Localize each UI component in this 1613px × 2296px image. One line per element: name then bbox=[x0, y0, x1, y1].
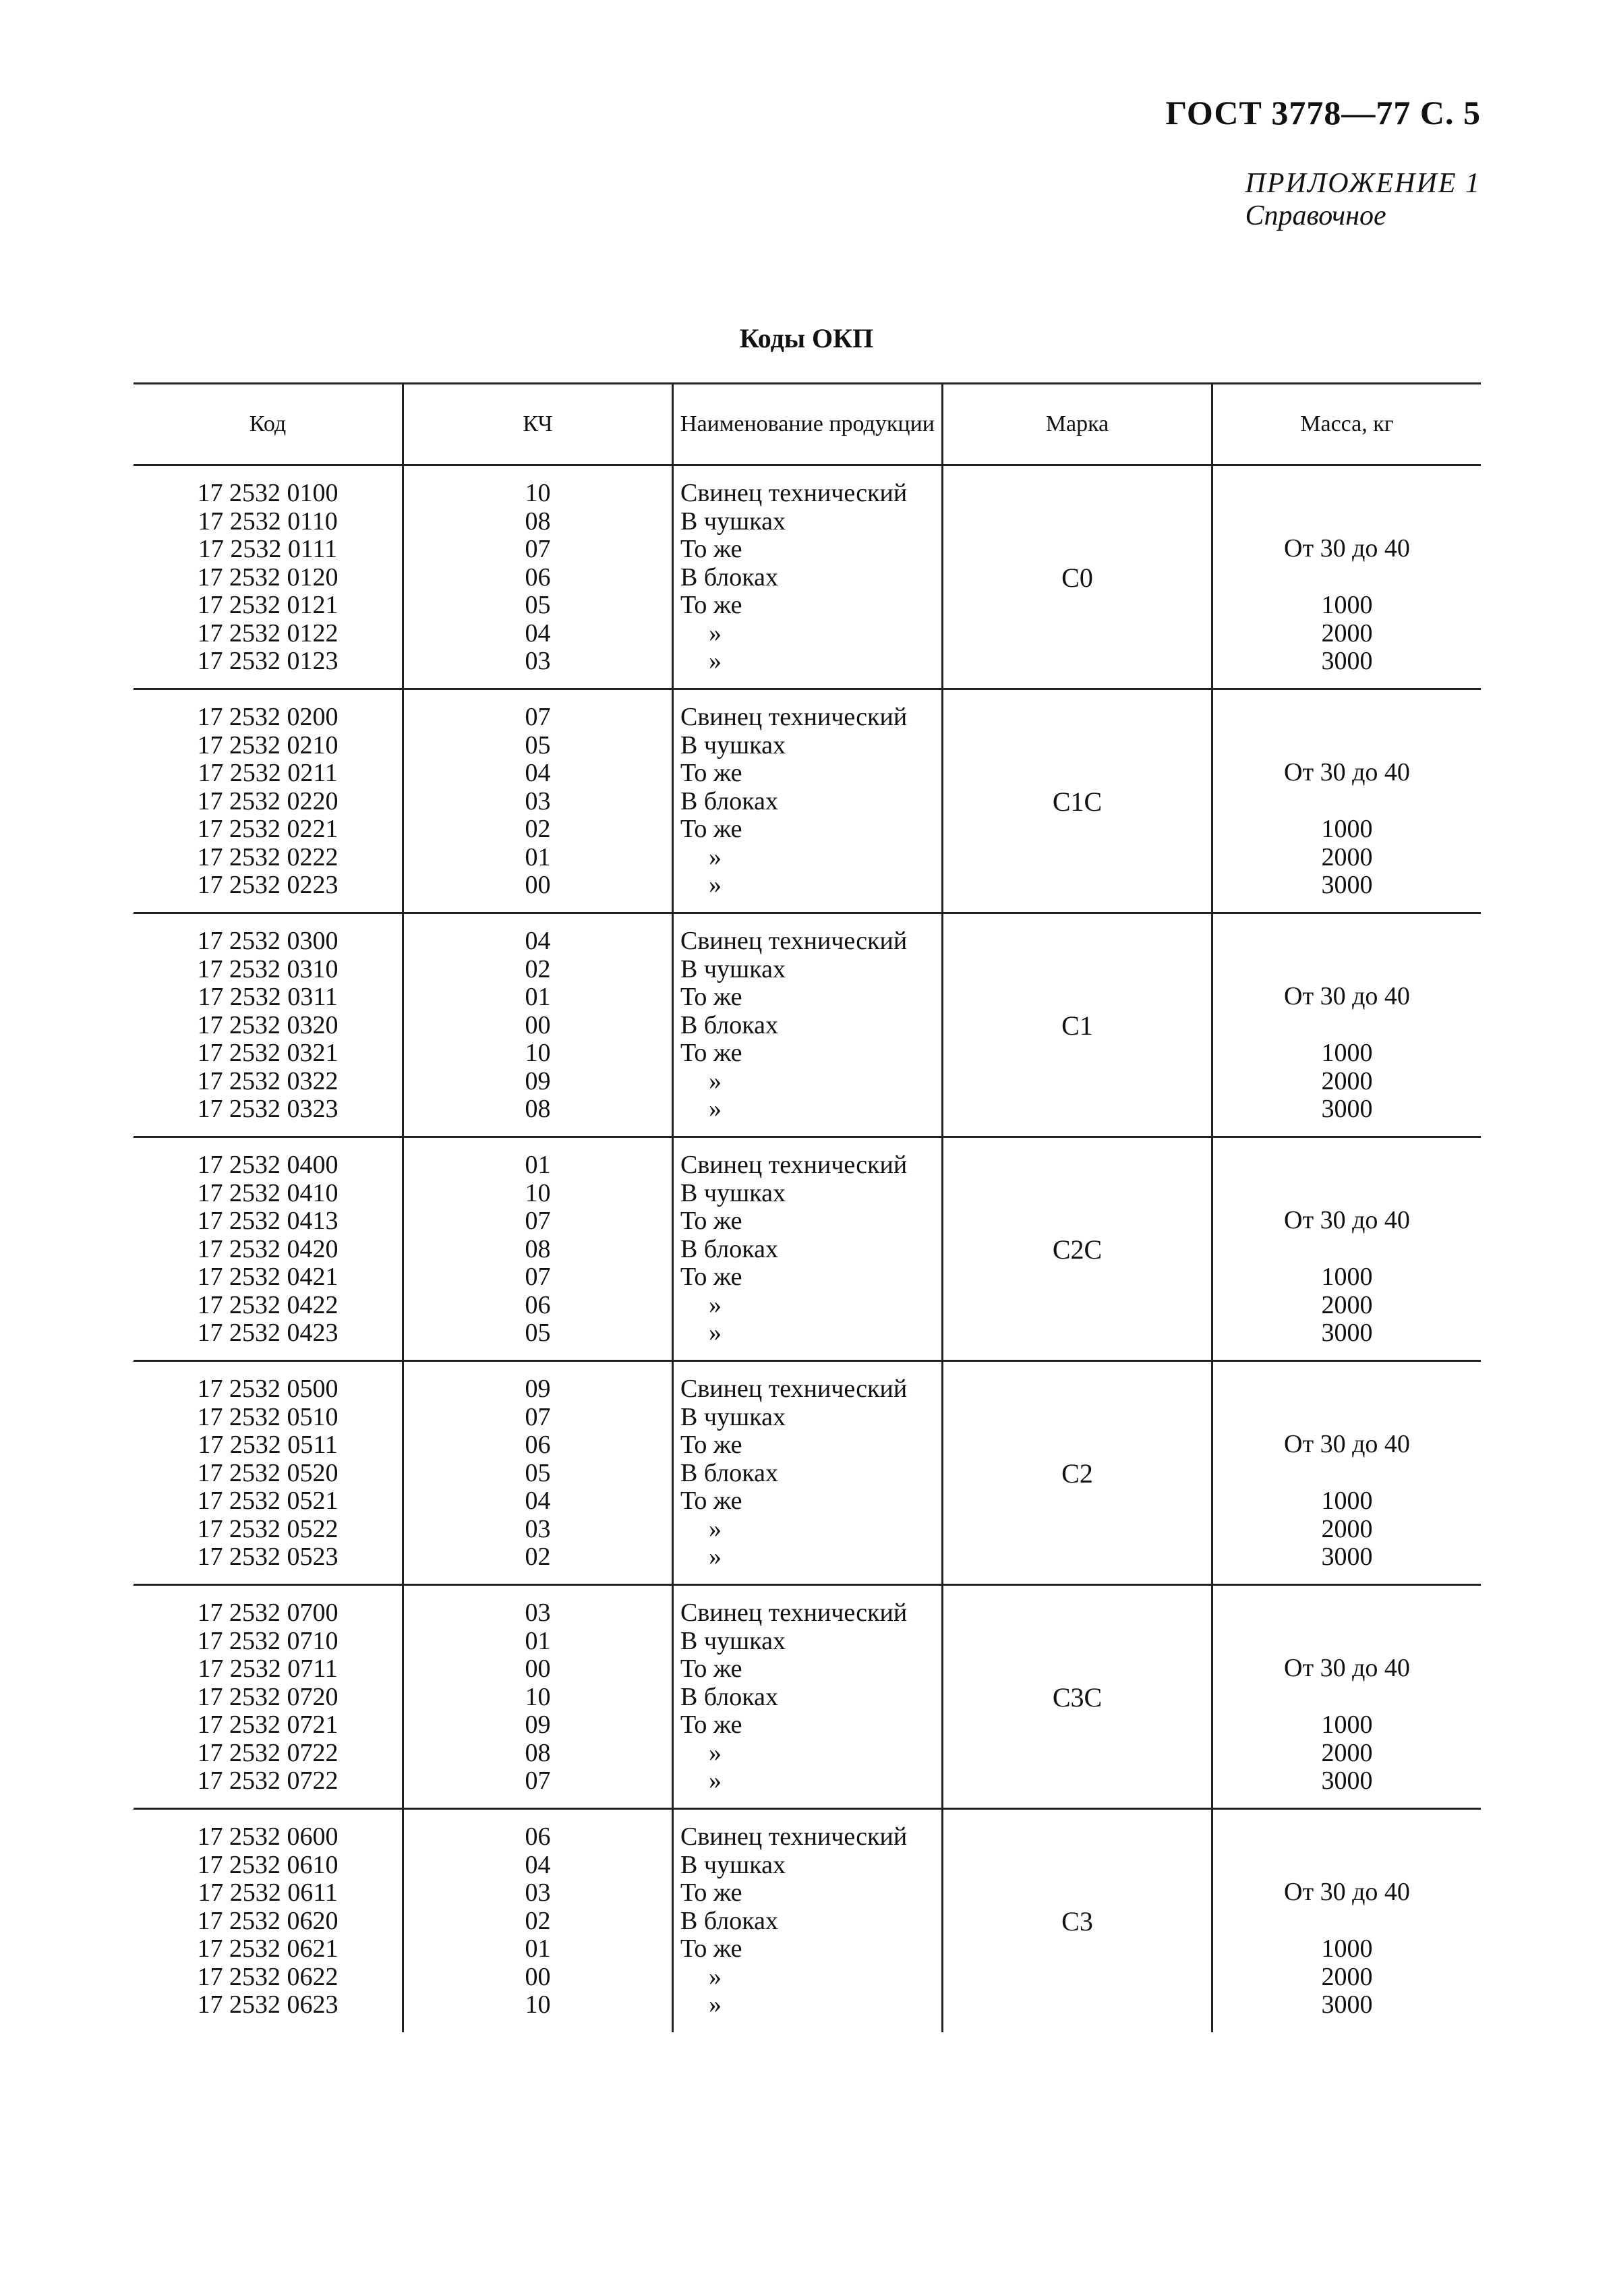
product-name: Свинец технический bbox=[680, 927, 908, 955]
lead-grade: С3 bbox=[1061, 1906, 1093, 1936]
mass-range: От 30 до 40 bbox=[1284, 1878, 1410, 1906]
mass-cell bbox=[1211, 914, 1481, 1136]
product-name: В чушках bbox=[680, 954, 786, 983]
kch-value: 05 bbox=[525, 1458, 551, 1487]
kch-value: 00 bbox=[525, 1655, 551, 1683]
product-name: В чушках bbox=[680, 507, 786, 536]
product-name-cell bbox=[672, 1138, 941, 1360]
okp-code: 17 2532 0510 bbox=[197, 1402, 339, 1431]
lead-grade: С1С bbox=[1052, 786, 1103, 817]
product-name: » bbox=[709, 1962, 722, 1991]
mass-value: 2000 bbox=[1321, 1290, 1373, 1319]
grade-cell bbox=[941, 914, 1211, 1136]
table-title: Коды ОКП bbox=[739, 323, 874, 353]
kch-value: 01 bbox=[525, 842, 551, 871]
product-name: То же bbox=[680, 1039, 742, 1067]
grade-cell bbox=[941, 690, 1211, 912]
okp-code: 17 2532 0120 bbox=[197, 563, 339, 592]
kch-value: 07 bbox=[525, 1263, 551, 1291]
product-name: То же bbox=[680, 535, 742, 563]
kch-cell bbox=[402, 1362, 672, 1584]
product-name: В блоках bbox=[680, 1010, 778, 1039]
kch-value: 10 bbox=[525, 1990, 551, 2019]
kch-value: 05 bbox=[525, 730, 551, 759]
kch-value: 01 bbox=[525, 1626, 551, 1655]
okp-code: 17 2532 0511 bbox=[198, 1431, 338, 1459]
kch-value: 08 bbox=[525, 507, 551, 536]
mass-cell bbox=[1211, 1362, 1481, 1584]
mass-cell bbox=[1211, 1810, 1481, 2032]
mass-value: 3000 bbox=[1321, 1543, 1373, 1571]
code-cell bbox=[134, 1138, 402, 1360]
kch-value: 09 bbox=[525, 1711, 551, 1739]
kch-value: 01 bbox=[525, 983, 551, 1011]
kch-value: 00 bbox=[525, 871, 551, 899]
product-name: » bbox=[709, 1990, 722, 2019]
kch-value: 07 bbox=[525, 535, 551, 563]
mass-cell bbox=[1211, 466, 1481, 688]
mass-range: От 30 до 40 bbox=[1284, 1430, 1410, 1458]
product-name-cell bbox=[672, 914, 941, 1136]
grade-cell bbox=[941, 466, 1211, 688]
kch-cell bbox=[402, 1810, 672, 2032]
document-reference: ГОСТ 3778—77 С. 5 bbox=[1165, 94, 1481, 132]
okp-code: 17 2532 0710 bbox=[197, 1626, 339, 1655]
product-name: Свинец технический bbox=[680, 479, 908, 507]
mass-value: 3000 bbox=[1321, 647, 1373, 675]
kch-cell bbox=[402, 1138, 672, 1360]
product-name: Свинец технический bbox=[680, 1375, 908, 1403]
okp-code: 17 2532 0421 bbox=[197, 1263, 339, 1291]
okp-code: 17 2532 0720 bbox=[197, 1682, 339, 1711]
product-name: В чушках bbox=[680, 1850, 786, 1879]
okp-code: 17 2532 0311 bbox=[198, 983, 338, 1011]
grade-cell bbox=[941, 1362, 1211, 1584]
product-name: То же bbox=[680, 1207, 742, 1235]
okp-code: 17 2532 0210 bbox=[197, 730, 339, 759]
table-row-group bbox=[134, 1586, 1481, 1810]
product-name-cell bbox=[672, 1810, 941, 2032]
kch-value: 03 bbox=[525, 786, 551, 815]
kch-value: 03 bbox=[525, 1514, 551, 1543]
okp-code: 17 2532 0722 bbox=[197, 1738, 339, 1767]
okp-code: 17 2532 0520 bbox=[197, 1458, 339, 1487]
column-header-product-name: Наименование продукции bbox=[672, 384, 941, 464]
okp-code: 17 2532 0611 bbox=[198, 1878, 338, 1907]
kch-value: 02 bbox=[525, 1543, 551, 1571]
kch-cell bbox=[402, 690, 672, 912]
grade-cell bbox=[941, 1810, 1211, 2032]
product-name: Свинец технический bbox=[680, 1823, 908, 1851]
kch-value: 02 bbox=[525, 815, 551, 843]
product-name: То же bbox=[680, 1431, 742, 1459]
code-cell bbox=[134, 1362, 402, 1584]
okp-code: 17 2532 0422 bbox=[197, 1290, 339, 1319]
mass-cell bbox=[1211, 1138, 1481, 1360]
kch-value: 03 bbox=[525, 1878, 551, 1907]
table-row-group bbox=[134, 1138, 1481, 1362]
kch-value: 08 bbox=[525, 1095, 551, 1123]
kch-value: 03 bbox=[525, 647, 551, 675]
grade-cell bbox=[941, 1138, 1211, 1360]
code-cell bbox=[134, 1586, 402, 1808]
okp-code: 17 2532 0121 bbox=[197, 591, 339, 619]
okp-code: 17 2532 0323 bbox=[197, 1095, 339, 1123]
kch-value: 10 bbox=[525, 1039, 551, 1067]
code-cell bbox=[134, 466, 402, 688]
mass-value: 3000 bbox=[1321, 1990, 1373, 2019]
table-row-group bbox=[134, 914, 1481, 1138]
mass-value: 1000 bbox=[1321, 815, 1373, 843]
product-name: Свинец технический bbox=[680, 1151, 908, 1179]
mass-value: 2000 bbox=[1321, 1066, 1373, 1095]
mass-value: 1000 bbox=[1321, 591, 1373, 619]
product-name: » bbox=[709, 1543, 722, 1571]
okp-code: 17 2532 0623 bbox=[197, 1990, 339, 2019]
okp-code: 17 2532 0400 bbox=[197, 1151, 339, 1179]
okp-code: 17 2532 0300 bbox=[197, 927, 339, 955]
mass-range: От 30 до 40 bbox=[1284, 534, 1410, 563]
code-cell bbox=[134, 1810, 402, 2032]
kch-value: 03 bbox=[525, 1599, 551, 1627]
code-cell bbox=[134, 690, 402, 912]
kch-value: 10 bbox=[525, 479, 551, 507]
product-name: То же bbox=[680, 983, 742, 1011]
okp-code: 17 2532 0310 bbox=[197, 954, 339, 983]
mass-value: 1000 bbox=[1321, 1263, 1373, 1291]
okp-code: 17 2532 0110 bbox=[198, 507, 338, 536]
okp-code: 17 2532 0222 bbox=[197, 842, 339, 871]
lead-grade: С1 bbox=[1061, 1010, 1093, 1041]
kch-value: 09 bbox=[525, 1375, 551, 1403]
product-name: То же bbox=[680, 591, 742, 619]
appendix-subtitle: Справочное bbox=[1245, 200, 1386, 231]
table-row-group bbox=[134, 1810, 1481, 2032]
product-name-cell bbox=[672, 690, 941, 912]
mass-value: 2000 bbox=[1321, 1514, 1373, 1543]
okp-code: 17 2532 0523 bbox=[197, 1543, 339, 1571]
product-name: » bbox=[709, 647, 722, 675]
kch-value: 05 bbox=[525, 591, 551, 619]
product-name: » bbox=[709, 1319, 722, 1347]
okp-code: 17 2532 0223 bbox=[197, 871, 339, 899]
product-name-cell bbox=[672, 1362, 941, 1584]
column-header-grade: Марка bbox=[941, 384, 1211, 464]
okp-code: 17 2532 0522 bbox=[197, 1514, 339, 1543]
kch-value: 08 bbox=[525, 1234, 551, 1263]
kch-value: 06 bbox=[525, 1290, 551, 1319]
okp-code: 17 2532 0621 bbox=[197, 1934, 339, 1963]
product-name: То же bbox=[680, 1487, 742, 1515]
kch-value: 01 bbox=[525, 1934, 551, 1963]
product-name-cell bbox=[672, 1586, 941, 1808]
kch-value: 04 bbox=[525, 759, 551, 787]
mass-value: 3000 bbox=[1321, 1319, 1373, 1347]
product-name: В блоках bbox=[680, 1906, 778, 1935]
mass-value: 1000 bbox=[1321, 1934, 1373, 1963]
product-name-cell bbox=[672, 466, 941, 688]
product-name: Свинец технический bbox=[680, 703, 908, 731]
kch-value: 10 bbox=[525, 1682, 551, 1711]
kch-value: 07 bbox=[525, 703, 551, 731]
kch-value: 01 bbox=[525, 1151, 551, 1179]
okp-code: 17 2532 0600 bbox=[197, 1823, 339, 1851]
product-name: » bbox=[709, 1767, 722, 1795]
okp-code: 17 2532 0221 bbox=[197, 815, 339, 843]
mass-value: 1000 bbox=[1321, 1039, 1373, 1067]
product-name: » bbox=[709, 1290, 722, 1319]
mass-cell bbox=[1211, 1586, 1481, 1808]
product-name: В блоках bbox=[680, 1234, 778, 1263]
okp-codes-table bbox=[134, 382, 1481, 2032]
kch-value: 08 bbox=[525, 1738, 551, 1767]
okp-code: 17 2532 0521 bbox=[197, 1487, 339, 1515]
kch-value: 07 bbox=[525, 1767, 551, 1795]
product-name: » bbox=[709, 842, 722, 871]
okp-code: 17 2532 0721 bbox=[197, 1711, 339, 1739]
mass-value: 2000 bbox=[1321, 1962, 1373, 1991]
kch-value: 04 bbox=[525, 619, 551, 648]
product-name: В чушках bbox=[680, 1178, 786, 1207]
product-name: В блоках bbox=[680, 1458, 778, 1487]
okp-code: 17 2532 0711 bbox=[198, 1655, 338, 1683]
kch-value: 06 bbox=[525, 1431, 551, 1459]
kch-value: 06 bbox=[525, 563, 551, 592]
mass-value: 3000 bbox=[1321, 1095, 1373, 1123]
column-header-code: Код bbox=[249, 411, 287, 436]
product-name: То же bbox=[680, 759, 742, 787]
product-name: » bbox=[709, 619, 722, 648]
okp-code: 17 2532 0100 bbox=[197, 479, 339, 507]
product-name: В чушках bbox=[680, 730, 786, 759]
product-name: В чушках bbox=[680, 1402, 786, 1431]
product-name: Свинец технический bbox=[680, 1599, 908, 1627]
okp-code: 17 2532 0420 bbox=[197, 1234, 339, 1263]
kch-value: 00 bbox=[525, 1010, 551, 1039]
product-name: То же bbox=[680, 1878, 742, 1907]
okp-code: 17 2532 0322 bbox=[197, 1066, 339, 1095]
okp-code: 17 2532 0200 bbox=[197, 703, 339, 731]
okp-code: 17 2532 0620 bbox=[197, 1906, 339, 1935]
lead-grade: С2С bbox=[1052, 1234, 1103, 1265]
mass-value: 3000 bbox=[1321, 871, 1373, 899]
kch-value: 04 bbox=[525, 1850, 551, 1879]
kch-cell bbox=[402, 914, 672, 1136]
product-name: То же bbox=[680, 1263, 742, 1291]
kch-value: 06 bbox=[525, 1823, 551, 1851]
product-name: То же bbox=[680, 1711, 742, 1739]
kch-value: 04 bbox=[525, 1487, 551, 1515]
okp-code: 17 2532 0410 bbox=[197, 1178, 339, 1207]
okp-code: 17 2532 0211 bbox=[198, 759, 338, 787]
mass-range: От 30 до 40 bbox=[1284, 982, 1410, 1010]
code-cell bbox=[134, 914, 402, 1136]
lead-grade: С0 bbox=[1061, 563, 1093, 593]
kch-value: 09 bbox=[525, 1066, 551, 1095]
kch-value: 02 bbox=[525, 954, 551, 983]
table-row-group bbox=[134, 1362, 1481, 1586]
product-name: В чушках bbox=[680, 1626, 786, 1655]
okp-code: 17 2532 0722 bbox=[197, 1767, 339, 1795]
product-name: В блоках bbox=[680, 1682, 778, 1711]
mass-value: 2000 bbox=[1321, 619, 1373, 648]
kch-cell bbox=[402, 1586, 672, 1808]
mass-value: 1000 bbox=[1321, 1711, 1373, 1739]
table-body bbox=[134, 466, 1481, 2032]
kch-cell bbox=[402, 466, 672, 688]
product-name: » bbox=[709, 1738, 722, 1767]
mass-value: 2000 bbox=[1321, 1738, 1373, 1767]
product-name: » bbox=[709, 1095, 722, 1123]
product-name: » bbox=[709, 1514, 722, 1543]
mass-range: От 30 до 40 bbox=[1284, 758, 1410, 786]
mass-value: 2000 bbox=[1321, 842, 1373, 871]
kch-value: 07 bbox=[525, 1402, 551, 1431]
okp-code: 17 2532 0122 bbox=[197, 619, 339, 648]
okp-code: 17 2532 0413 bbox=[197, 1207, 339, 1235]
product-name: В блоках bbox=[680, 563, 778, 592]
product-name: » bbox=[709, 1066, 722, 1095]
okp-code: 17 2532 0622 bbox=[197, 1962, 339, 1991]
table-row-group bbox=[134, 466, 1481, 690]
kch-value: 07 bbox=[525, 1207, 551, 1235]
okp-code: 17 2532 0610 bbox=[197, 1850, 339, 1879]
grade-cell bbox=[941, 1586, 1211, 1808]
product-name: То же bbox=[680, 1934, 742, 1963]
appendix-label bbox=[1245, 167, 1481, 232]
okp-code: 17 2532 0700 bbox=[197, 1599, 339, 1627]
okp-code: 17 2532 0321 bbox=[197, 1039, 339, 1067]
okp-code: 17 2532 0423 bbox=[197, 1319, 339, 1347]
kch-value: 04 bbox=[525, 927, 551, 955]
mass-range: От 30 до 40 bbox=[1284, 1206, 1410, 1234]
column-header-kch: КЧ bbox=[402, 384, 672, 464]
kch-value: 02 bbox=[525, 1906, 551, 1935]
mass-value: 3000 bbox=[1321, 1767, 1373, 1795]
mass-value: 1000 bbox=[1321, 1487, 1373, 1515]
kch-value: 05 bbox=[525, 1319, 551, 1347]
okp-code: 17 2532 0123 bbox=[197, 647, 339, 675]
okp-code: 17 2532 0220 bbox=[197, 786, 339, 815]
okp-code: 17 2532 0111 bbox=[198, 535, 338, 563]
mass-cell bbox=[1211, 690, 1481, 912]
mass-range: От 30 до 40 bbox=[1284, 1654, 1410, 1682]
product-name: » bbox=[709, 871, 722, 899]
kch-value: 10 bbox=[525, 1178, 551, 1207]
kch-value: 00 bbox=[525, 1962, 551, 1991]
product-name: В блоках bbox=[680, 786, 778, 815]
column-header-mass: Масса, кг bbox=[1211, 384, 1481, 464]
lead-grade: С2 bbox=[1061, 1458, 1093, 1489]
lead-grade: С3С bbox=[1052, 1682, 1103, 1713]
product-name: То же bbox=[680, 815, 742, 843]
table-row-group bbox=[134, 690, 1481, 914]
table-header-row bbox=[134, 382, 1481, 466]
okp-code: 17 2532 0500 bbox=[197, 1375, 339, 1403]
product-name: То же bbox=[680, 1655, 742, 1683]
okp-code: 17 2532 0320 bbox=[197, 1010, 339, 1039]
appendix-title: ПРИЛОЖЕНИЕ 1 bbox=[1245, 168, 1481, 199]
